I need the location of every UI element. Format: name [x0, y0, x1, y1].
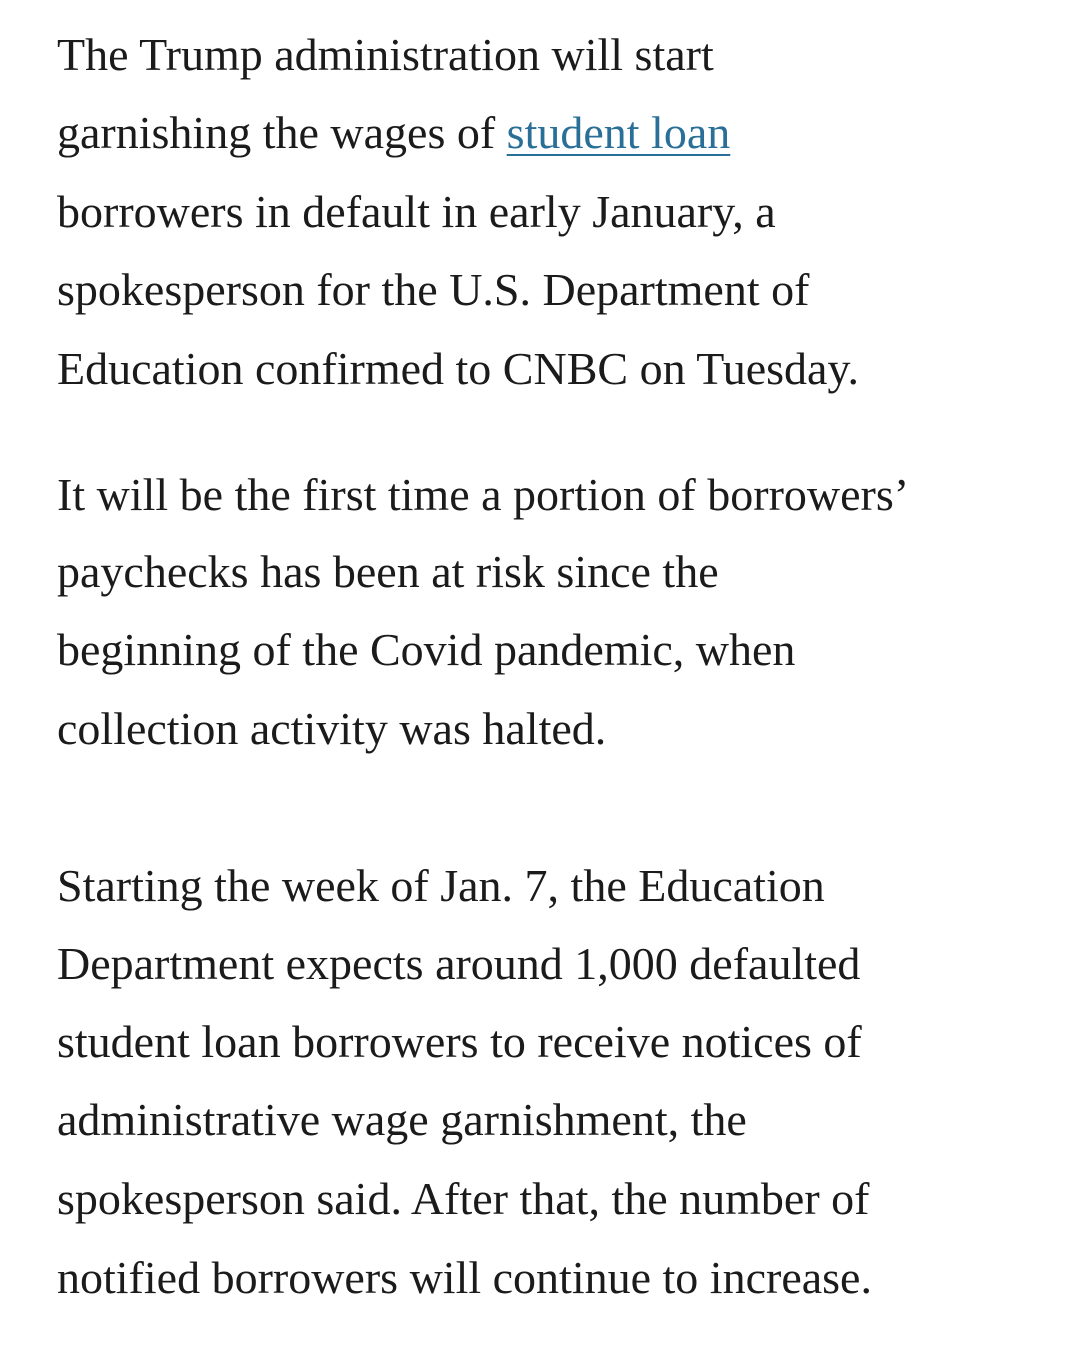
paragraph-line: administrative wage garnishment, the — [57, 1094, 747, 1145]
paragraph-line: Education confirmed to CNBC on Tuesday. — [57, 343, 859, 394]
paragraph-line: paychecks has been at risk since the — [57, 546, 719, 597]
paragraph-line: It will be the first time a portion of borrowers’ — [57, 469, 910, 520]
paragraph-line: spokesperson for the U.S. Department of — [57, 264, 810, 315]
paragraph-line: borrowers in default in early January, a — [57, 186, 776, 237]
paragraph-line: spokesperson said. After that, the number of — [57, 1173, 870, 1224]
paragraph-line: Starting the week of Jan. 7, the Education — [57, 860, 825, 911]
paragraph-line: Department expects around 1,000 defaulted — [57, 938, 861, 989]
paragraph-line: notified borrowers will continue to increase. — [57, 1252, 872, 1303]
paragraph-line — [57, 107, 731, 158]
paragraph-line: The Trump administration will start — [57, 29, 714, 80]
paragraph-line: student loan borrowers to receive notices of — [57, 1016, 862, 1067]
paragraph-text: garnishing the wages of — [57, 107, 507, 158]
paragraph-line: beginning of the Covid pandemic, when — [57, 624, 796, 675]
student-loan-link[interactable]: student loan — [506, 107, 731, 158]
paragraph-line: collection activity was halted. — [57, 703, 607, 754]
